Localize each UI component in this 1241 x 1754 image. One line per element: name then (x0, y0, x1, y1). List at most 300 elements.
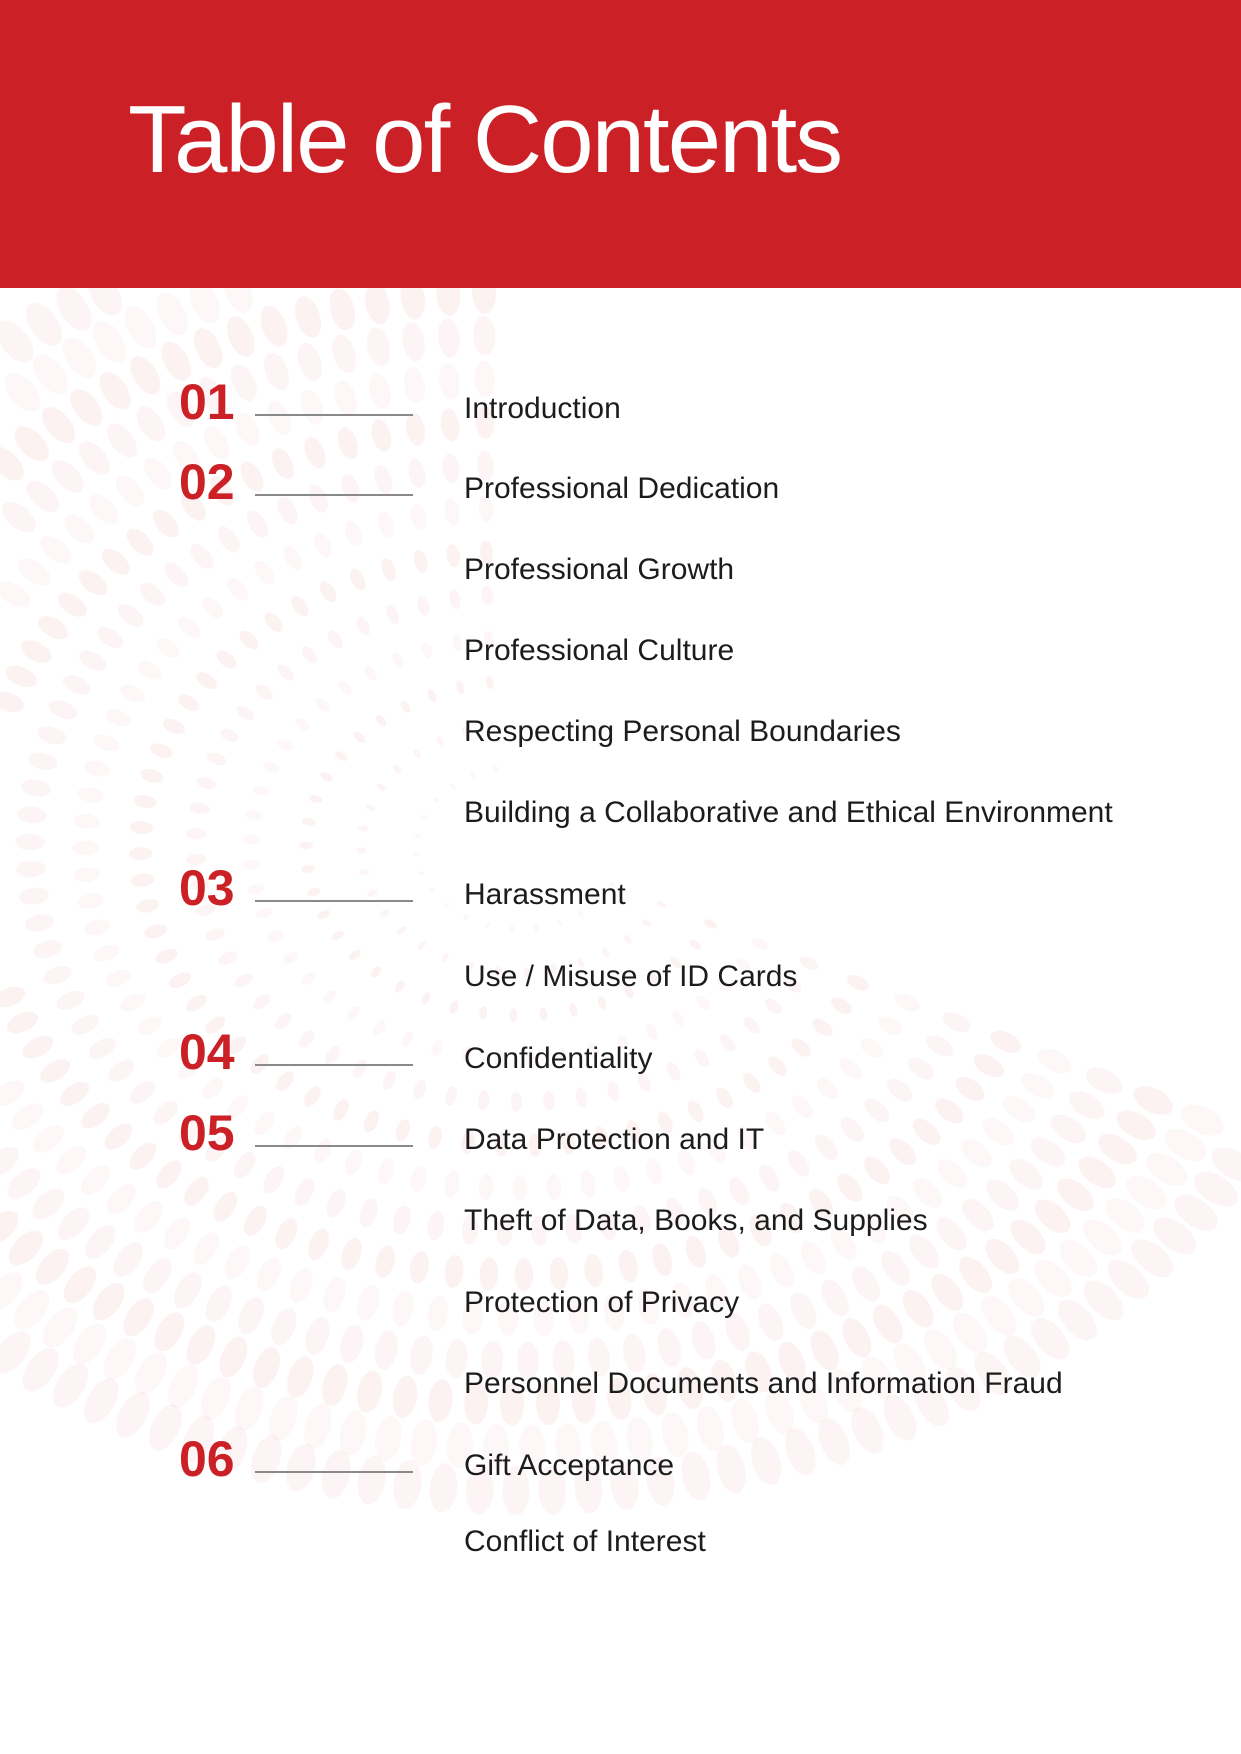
background-dot (352, 730, 367, 745)
background-dot (371, 1329, 401, 1372)
background-dot (189, 801, 211, 815)
toc-entry-personnel-documents[interactable]: Personnel Documents and Information Fraud (464, 1367, 1063, 1400)
background-dot (755, 1161, 784, 1195)
background-dot (713, 1085, 737, 1112)
background-dot (103, 966, 133, 990)
background-dot (66, 1318, 113, 1370)
background-dot (579, 1170, 598, 1199)
background-dot (811, 1130, 843, 1164)
background-dot (444, 1085, 459, 1107)
background-dot (160, 716, 187, 737)
background-dot (124, 351, 167, 400)
background-dot (425, 1294, 450, 1333)
background-dot (443, 1254, 465, 1289)
background-dot (393, 1117, 413, 1143)
background-dot (274, 662, 296, 684)
background-dot (336, 1322, 367, 1366)
background-dot (390, 651, 406, 670)
background-dot (143, 922, 169, 941)
background-dot (251, 558, 279, 588)
background-dot (0, 576, 35, 613)
background-dot (21, 475, 65, 518)
background-dot (883, 1074, 917, 1106)
background-dot (611, 1164, 632, 1193)
background-dot (255, 302, 292, 350)
background-dot (151, 1156, 186, 1193)
background-dot (426, 1125, 444, 1151)
background-dot (75, 1160, 115, 1200)
background-dot (310, 530, 335, 560)
background-dot (1112, 1104, 1161, 1146)
background-dot (353, 614, 373, 637)
background-dot (299, 969, 318, 987)
background-dot (36, 531, 77, 570)
background-dot (415, 594, 432, 617)
background-dot (703, 918, 719, 931)
background-dot (1004, 1213, 1051, 1260)
background-dot (313, 696, 332, 714)
background-dot (375, 510, 397, 540)
toc-entry-professional-culture[interactable]: Professional Culture (464, 634, 735, 667)
background-dot (53, 987, 87, 1014)
background-dot (221, 312, 260, 361)
background-dot (425, 1210, 446, 1242)
background-dot (149, 1096, 182, 1129)
background-dot (441, 452, 462, 484)
background-dot (26, 1182, 70, 1225)
background-dot (691, 1047, 712, 1070)
background-dot (300, 434, 330, 472)
background-dot (939, 1008, 973, 1036)
background-dot (1168, 1187, 1224, 1238)
background-dot (654, 1326, 684, 1370)
background-dot (245, 809, 263, 821)
background-dot (765, 1053, 790, 1079)
background-dot (534, 924, 539, 932)
background-dot (261, 609, 286, 635)
background-dot (273, 494, 302, 528)
background-dot (326, 288, 360, 333)
background-dot (296, 1028, 318, 1051)
background-dot (248, 1343, 286, 1391)
background-dot (53, 588, 91, 622)
background-dot (420, 641, 435, 660)
background-dot (232, 971, 255, 991)
background-dot (978, 1113, 1019, 1151)
background-dot (875, 1013, 905, 1040)
background-dot (161, 1360, 204, 1413)
background-dot (753, 1299, 788, 1344)
toc-entry-professional-growth[interactable]: Professional Growth (464, 553, 735, 586)
background-dot (64, 383, 109, 431)
background-dot (813, 1074, 842, 1103)
background-dot (300, 1083, 324, 1110)
background-dot (137, 1253, 177, 1298)
background-dot (605, 1080, 622, 1103)
background-dot (403, 411, 427, 447)
background-dot (477, 1173, 494, 1201)
background-dot (148, 1307, 190, 1356)
background-dot (1188, 1164, 1241, 1213)
background-dot (308, 793, 323, 804)
background-dot (1026, 1131, 1071, 1172)
background-dot (374, 713, 389, 728)
background-dot (266, 928, 285, 944)
background-dot (76, 646, 110, 675)
background-dot (233, 1293, 269, 1338)
background-dot (414, 833, 422, 838)
background-dot (426, 1378, 454, 1423)
background-dot (451, 634, 464, 653)
background-dot (134, 657, 164, 684)
background-dot (299, 841, 313, 849)
background-dot (664, 1060, 683, 1083)
background-dot (290, 1175, 318, 1209)
background-dot (418, 870, 426, 876)
background-dot (114, 600, 148, 631)
background-dot (338, 1235, 366, 1272)
background-dot (56, 331, 103, 383)
background-dot (272, 1010, 294, 1032)
background-dot (15, 1342, 66, 1398)
background-dot (73, 813, 101, 830)
background-dot (4, 1007, 42, 1037)
background-dot (471, 288, 497, 314)
background-dot (682, 1233, 710, 1270)
background-dot (216, 949, 239, 968)
background-dot (218, 726, 241, 745)
background-dot (376, 782, 388, 792)
background-dot (80, 288, 129, 322)
background-dot (383, 603, 401, 626)
background-dot (420, 814, 428, 820)
background-dot (337, 471, 363, 505)
background-dot (273, 1068, 298, 1094)
background-dot (399, 699, 413, 715)
background-dot (281, 1440, 321, 1495)
background-dot (251, 991, 274, 1012)
background-dot (364, 325, 394, 368)
background-dot (358, 825, 369, 832)
background-dot (693, 993, 711, 1012)
background-dot (350, 1057, 370, 1080)
background-dot (419, 991, 432, 1007)
background-dot (1129, 1080, 1178, 1121)
background-dot (243, 507, 273, 541)
background-dot (242, 835, 259, 845)
background-dot (271, 1215, 302, 1253)
background-dot (0, 366, 47, 418)
toc-entry-gift-acceptance[interactable]: Gift Acceptance (464, 1449, 675, 1482)
background-dot (301, 864, 315, 873)
background-dot (76, 785, 105, 804)
background-dot (364, 803, 376, 812)
background-dot (1017, 1068, 1059, 1104)
background-dot (669, 1009, 687, 1028)
toc-entry-privacy[interactable]: Protection of Privacy (464, 1286, 740, 1319)
background-dot (79, 1220, 121, 1265)
toc-entry-professional-dedication[interactable]: Professional Dedication (464, 472, 780, 505)
background-dot (375, 1157, 397, 1187)
background-dot (380, 1069, 398, 1092)
background-dot (252, 1254, 286, 1296)
background-dot (0, 440, 30, 487)
toc-entry-confidentiality[interactable]: Confidentiality (464, 1042, 653, 1075)
background-dot (77, 1098, 114, 1133)
background-dot (923, 1031, 957, 1061)
background-dot (389, 1289, 416, 1329)
page-title: Table of Contents (128, 86, 842, 193)
background-dot (28, 1120, 69, 1158)
toc-entry-introduction[interactable]: Introduction (464, 392, 621, 425)
background-dot (372, 1243, 398, 1280)
background-dot (684, 1098, 706, 1125)
background-dot (1147, 1210, 1203, 1262)
background-dot (179, 1172, 214, 1210)
background-dot (401, 366, 427, 405)
background-dot (979, 1233, 1026, 1281)
background-dot (29, 1243, 75, 1291)
background-dot (2, 1162, 46, 1205)
toc-entry-data-protection[interactable]: Data Protection and IT (464, 1123, 765, 1156)
background-dot (195, 775, 217, 791)
section-number-02: 02 (179, 454, 235, 510)
background-dot (49, 288, 99, 337)
background-dot (220, 1241, 255, 1283)
background-dot (892, 990, 922, 1015)
background-dot (281, 950, 300, 967)
background-dot (481, 585, 494, 606)
background-dot (785, 1288, 822, 1333)
background-dot (100, 1119, 137, 1155)
toc-entry-conflict-of-interest[interactable]: Conflict of Interest (464, 1525, 706, 1558)
background-dot (117, 1293, 160, 1342)
background-dot (60, 671, 94, 699)
background-dot (57, 1261, 102, 1309)
background-dot (129, 1196, 167, 1237)
background-dot (712, 1442, 751, 1497)
background-dot (510, 925, 515, 932)
background-dot (131, 402, 171, 447)
background-dot (796, 1237, 831, 1279)
background-dot (362, 663, 379, 682)
background-dot (408, 503, 429, 532)
background-dot (951, 1072, 989, 1106)
background-dot (371, 463, 395, 496)
background-dot (134, 1013, 164, 1040)
background-dot (148, 505, 184, 542)
background-dot (478, 1006, 488, 1021)
background-dot (408, 1164, 429, 1193)
background-dot (896, 1284, 940, 1333)
background-dot (455, 680, 466, 695)
background-dot (36, 1301, 84, 1353)
section-rule-01 (255, 414, 413, 416)
background-dot (622, 933, 633, 945)
background-dot (396, 925, 408, 936)
background-dot (407, 1249, 431, 1285)
background-dot (359, 868, 370, 876)
background-dot (440, 952, 450, 964)
background-dot (135, 897, 160, 914)
background-dot (931, 1093, 968, 1128)
background-dot (361, 288, 393, 326)
background-dot (139, 453, 177, 494)
background-dot (34, 611, 72, 644)
background-dot (539, 1007, 548, 1021)
background-dot (513, 1175, 528, 1202)
background-dot (1046, 1109, 1091, 1149)
background-dot (20, 777, 52, 798)
background-dot (77, 1373, 126, 1429)
background-dot (379, 908, 391, 918)
background-dot (353, 1368, 385, 1415)
background-dot (317, 1447, 355, 1501)
background-dot (930, 1212, 973, 1256)
background-dot (335, 1408, 370, 1458)
background-dot (448, 1000, 459, 1015)
background-dot (26, 348, 74, 400)
background-dot (15, 860, 46, 878)
background-dot (183, 992, 210, 1015)
background-dot (117, 681, 147, 706)
background-dot (2, 661, 40, 691)
background-dot (828, 994, 855, 1017)
background-dot (205, 750, 228, 768)
background-dot (692, 1403, 728, 1454)
background-dot (148, 741, 174, 761)
background-dot (366, 889, 378, 898)
background-dot (51, 1140, 92, 1179)
background-dot (933, 1154, 973, 1194)
background-dot (280, 1123, 307, 1153)
background-dot (52, 1202, 95, 1246)
background-dot (600, 947, 610, 959)
background-dot (267, 1304, 302, 1349)
background-dot (325, 628, 346, 651)
background-dot (816, 1275, 854, 1320)
background-dot (832, 1169, 867, 1207)
background-dot (36, 1054, 74, 1087)
background-dot (511, 1092, 522, 1112)
background-dot (334, 425, 362, 462)
background-dot (0, 1266, 29, 1317)
background-dot (109, 1386, 156, 1442)
background-dot (399, 320, 427, 363)
background-dot (846, 1261, 886, 1306)
background-dot (411, 548, 430, 574)
background-dot (92, 732, 122, 754)
background-dot (643, 1022, 659, 1041)
background-dot (259, 1162, 288, 1196)
background-dot (263, 397, 296, 438)
background-dot (229, 1383, 269, 1435)
background-dot (129, 1347, 174, 1400)
background-dot (301, 817, 316, 827)
background-dot (861, 1094, 894, 1127)
toc-entry-respecting-personal-boundaries[interactable]: Respecting Personal Boundaries (464, 715, 901, 748)
background-dot (97, 1333, 143, 1386)
background-dot (485, 921, 491, 929)
background-dot (1034, 1044, 1076, 1079)
background-dot (436, 317, 462, 359)
background-dot (56, 1077, 94, 1111)
background-dot (125, 1138, 161, 1175)
background-dot (740, 1070, 765, 1096)
toc-entry-harassment[interactable]: Harassment (464, 878, 626, 911)
background-dot (280, 543, 307, 573)
toc-entry-theft[interactable]: Theft of Data, Books, and Supplies (464, 1204, 928, 1237)
background-dot (23, 912, 55, 934)
background-dot (188, 324, 228, 373)
background-dot (356, 1196, 381, 1229)
background-dot (111, 470, 150, 511)
background-dot (267, 445, 298, 483)
background-dot (904, 1053, 938, 1084)
background-dot (139, 767, 165, 785)
background-dot (97, 544, 134, 580)
background-dot (213, 523, 244, 557)
toc-entry-id-cards[interactable]: Use / Misuse of ID Cards (464, 960, 798, 993)
background-dot (15, 833, 45, 850)
background-dot (368, 417, 394, 454)
background-dot (176, 692, 203, 715)
background-dot (371, 1018, 388, 1037)
background-dot (582, 1253, 605, 1288)
background-dot (1029, 1193, 1077, 1239)
background-dot (765, 1250, 799, 1292)
background-dot (293, 715, 312, 733)
background-dot (7, 1098, 48, 1135)
background-dot (762, 1108, 790, 1138)
background-dot (1206, 1141, 1241, 1189)
background-dot (354, 1453, 390, 1507)
background-dot (46, 697, 80, 723)
background-dot (643, 1157, 665, 1187)
background-dot (101, 418, 143, 463)
toc-entry-collaborative-ethical-environment[interactable]: Building a Collaborative and Ethical Environment (464, 796, 1113, 829)
background-dot (347, 566, 369, 593)
background-dot (234, 703, 257, 723)
background-dot (741, 1014, 763, 1036)
background-dot (369, 964, 384, 979)
background-dot (19, 1031, 57, 1063)
background-dot (439, 407, 462, 442)
background-dot (305, 482, 332, 516)
section-rule-06 (255, 1471, 413, 1473)
background-dot (391, 1458, 425, 1511)
background-dot (84, 489, 124, 529)
background-dot (779, 1424, 822, 1480)
background-dot (73, 436, 115, 480)
background-dot (788, 1035, 814, 1060)
background-dot (726, 1395, 764, 1446)
background-dot (390, 1204, 413, 1237)
background-dot (129, 820, 153, 835)
background-dot (750, 936, 769, 952)
background-dot (103, 706, 133, 730)
background-dot (435, 735, 445, 747)
background-dot (477, 1090, 490, 1111)
background-dot (331, 378, 361, 419)
background-dot (310, 1136, 335, 1166)
background-dot (408, 1418, 439, 1467)
background-dot (470, 772, 477, 780)
background-dot (73, 866, 101, 883)
background-dot (328, 332, 360, 376)
background-dot (214, 1333, 253, 1382)
background-dot (956, 1134, 997, 1173)
